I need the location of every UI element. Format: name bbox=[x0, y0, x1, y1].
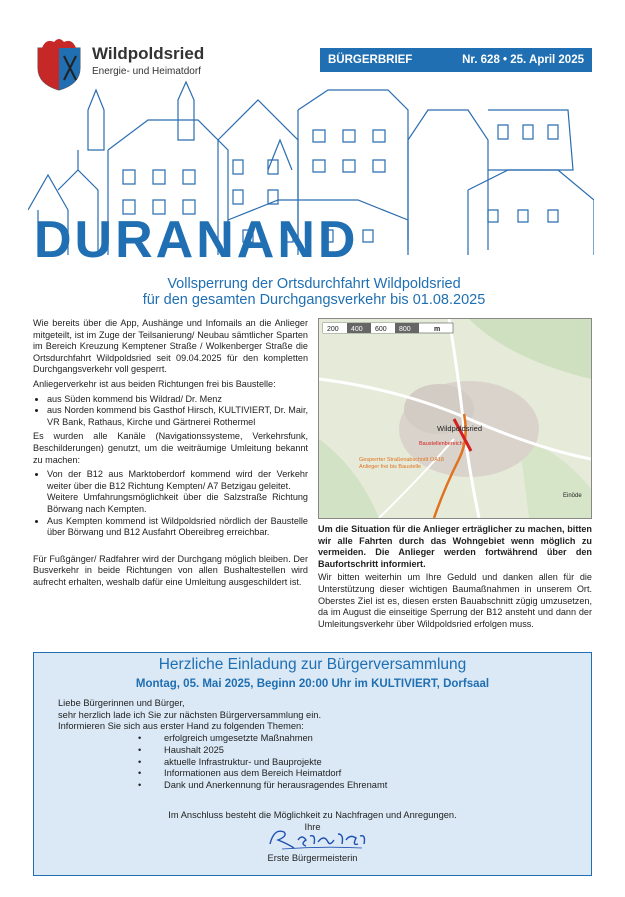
list-item: • aus Süden kommend bis Wildrad/ Dr. Menz bbox=[47, 394, 308, 406]
org-name: Wildpoldsried bbox=[92, 44, 205, 63]
headline-line-2: für den gesamten Durchgangsverkehr bis 01.08.2025 bbox=[142, 292, 486, 308]
paragraph: Anliegerverkehr ist aus beiden Richtungen frei bis Baustelle: bbox=[33, 378, 276, 389]
paragraph: Wie bereits über die App, Aushänge und Infomails an die Anlieger mitgeteilt, ist im Zuge der Teilsanierung/ Neubau sämtlicher Sparten im Bereich Kreuzung Kemptener Straße / Wolkenberger Straße die Ortsdurchfahrt Wildpoldsried seit 09.04.2025 für den kompletten Durchgangsverkehr voll gesperrt. bbox=[33, 318, 308, 375]
map-closure-label: Anlieger frei bis Baustelle bbox=[359, 464, 422, 470]
article-right-column bbox=[318, 524, 592, 632]
invitation-title: Herzliche Einladung zur Bürgerversammlung bbox=[158, 656, 467, 673]
invitation-subtitle: Montag, 05. Mai 2025, Beginn 20:00 Uhr im KULTIVIERT, Dorfsaal bbox=[135, 678, 490, 690]
article-headline bbox=[34, 276, 594, 308]
masthead-title: DURANAND bbox=[34, 211, 359, 269]
map-graphic bbox=[319, 319, 591, 518]
yours-line: Ihre bbox=[304, 822, 321, 832]
signer-title: Erste Bürgermeisterin bbox=[267, 853, 358, 863]
paragraph-bold: Um die Situation für die Anlieger erträglicher zu machen, bitten wir alle Fahrten durch das Wohngebiet wenn möglich zu vermeiden. Die Anlieger werden fortwährend über den Baufortschritt informiert. bbox=[318, 524, 592, 569]
list-item-text: Von der B12 aus Marktoberdorf kommend wird der Verkehr weiter über die B12 Richtung Kempten/ A7 Betzigau geleitet. bbox=[47, 469, 308, 491]
invitation-line: Informieren Sie sich aus erster Hand zu folgenden Themen: bbox=[58, 721, 304, 732]
map-place-label: Wildpoldsried bbox=[437, 424, 483, 433]
topics-list bbox=[58, 733, 578, 792]
list-item: • Aus Kempten kommend ist Wildpoldsried nördlich der Baustelle über Börwang und B12 Ausfahrt Obereibreg erreichbar. bbox=[47, 516, 308, 539]
detour-map bbox=[318, 318, 592, 519]
headline-line-1: Vollsperrung der Ortsdurchfahrt Wildpoldsried bbox=[167, 276, 461, 292]
map-closure-label: Gesperrter Straßenabschnitt OA18 bbox=[359, 457, 444, 463]
scale-label: 400 bbox=[351, 326, 363, 333]
list-item: • aus Norden kommend bis Gasthof Hirsch, KULTIVIERT, Dr. Mair, VR Bank, Rathaus, Kirche und Gärtnerei Rothermel bbox=[47, 405, 308, 428]
access-list bbox=[33, 394, 308, 429]
scale-label: 200 bbox=[327, 326, 339, 333]
map-construction-label: Baustellenbereich bbox=[419, 441, 463, 447]
list-item: • Haushalt 2025 bbox=[138, 745, 578, 757]
org-subtitle: Energie- und Heimatdorf bbox=[92, 66, 201, 77]
list-item: • erfolgreich umgesetzte Maßnahmen bbox=[138, 733, 578, 745]
map-village-label: Einöde bbox=[563, 493, 582, 499]
invitation-body bbox=[58, 698, 578, 792]
issue-bar bbox=[320, 48, 592, 72]
list-item: • Informationen aus dem Bereich Heimatdorf bbox=[138, 768, 578, 780]
paragraph: Es wurden alle Kanäle (Navigationssysteme, Verkehrsfunk, Beschilderungen) genutzt, um die weiträumige Umleitung bekannt zu machen: bbox=[33, 431, 308, 465]
issue-label: BÜRGERBRIEF bbox=[328, 54, 413, 66]
invitation-line: sehr herzlich lade ich Sie zur nächsten Bürgerversammlung ein. bbox=[58, 709, 322, 720]
article-left-column bbox=[33, 318, 308, 591]
scale-label: 800 bbox=[399, 326, 411, 333]
list-item-extra: Weitere Umfahrungsmöglichkeit über die Salzstraße Richtung Börwang nach Kempten. bbox=[47, 492, 308, 514]
paragraph: Wir bitten weiterhin um Ihre Geduld und danken allen für die Unterstützung dieser wichtigen Baumaßnahmen in unserem Ort. Oberstes Ziel ist es, diesen ersten Bauabschnitt zügig umzusetzen, da im August die einseitige Sperrung der B12 ansteht und dann der Umleitungsverkehr über Wildpoldsried erfolgen muss. bbox=[318, 572, 592, 629]
list-item: • aktuelle Infrastruktur- und Bauprojekte bbox=[138, 757, 578, 769]
issue-number: Nr. 628 • 25. April 2025 bbox=[462, 54, 584, 66]
paragraph: Für Fußgänger/ Radfahrer wird der Durchgang möglich bleiben. Der Busverkehr in beide Richtungen von allen Bushaltestellen wird aufrecht erhalten, weshalb dafür eine Umleitung ausgeschildert ist. bbox=[33, 553, 308, 587]
scale-label: 600 bbox=[375, 326, 387, 333]
detour-list bbox=[33, 469, 308, 539]
closing-line: Im Anschluss besteht die Möglichkeit zu Nachfragen und Anregungen. bbox=[168, 810, 457, 820]
mayor-signature bbox=[262, 822, 372, 852]
scale-label: m bbox=[434, 326, 441, 333]
list-item: • Dank und Anerkennung für herausragendes Ehrenamt bbox=[138, 780, 578, 792]
greeting: Liebe Bürgerinnen und Bürger, bbox=[58, 698, 185, 708]
list-item bbox=[47, 469, 308, 515]
